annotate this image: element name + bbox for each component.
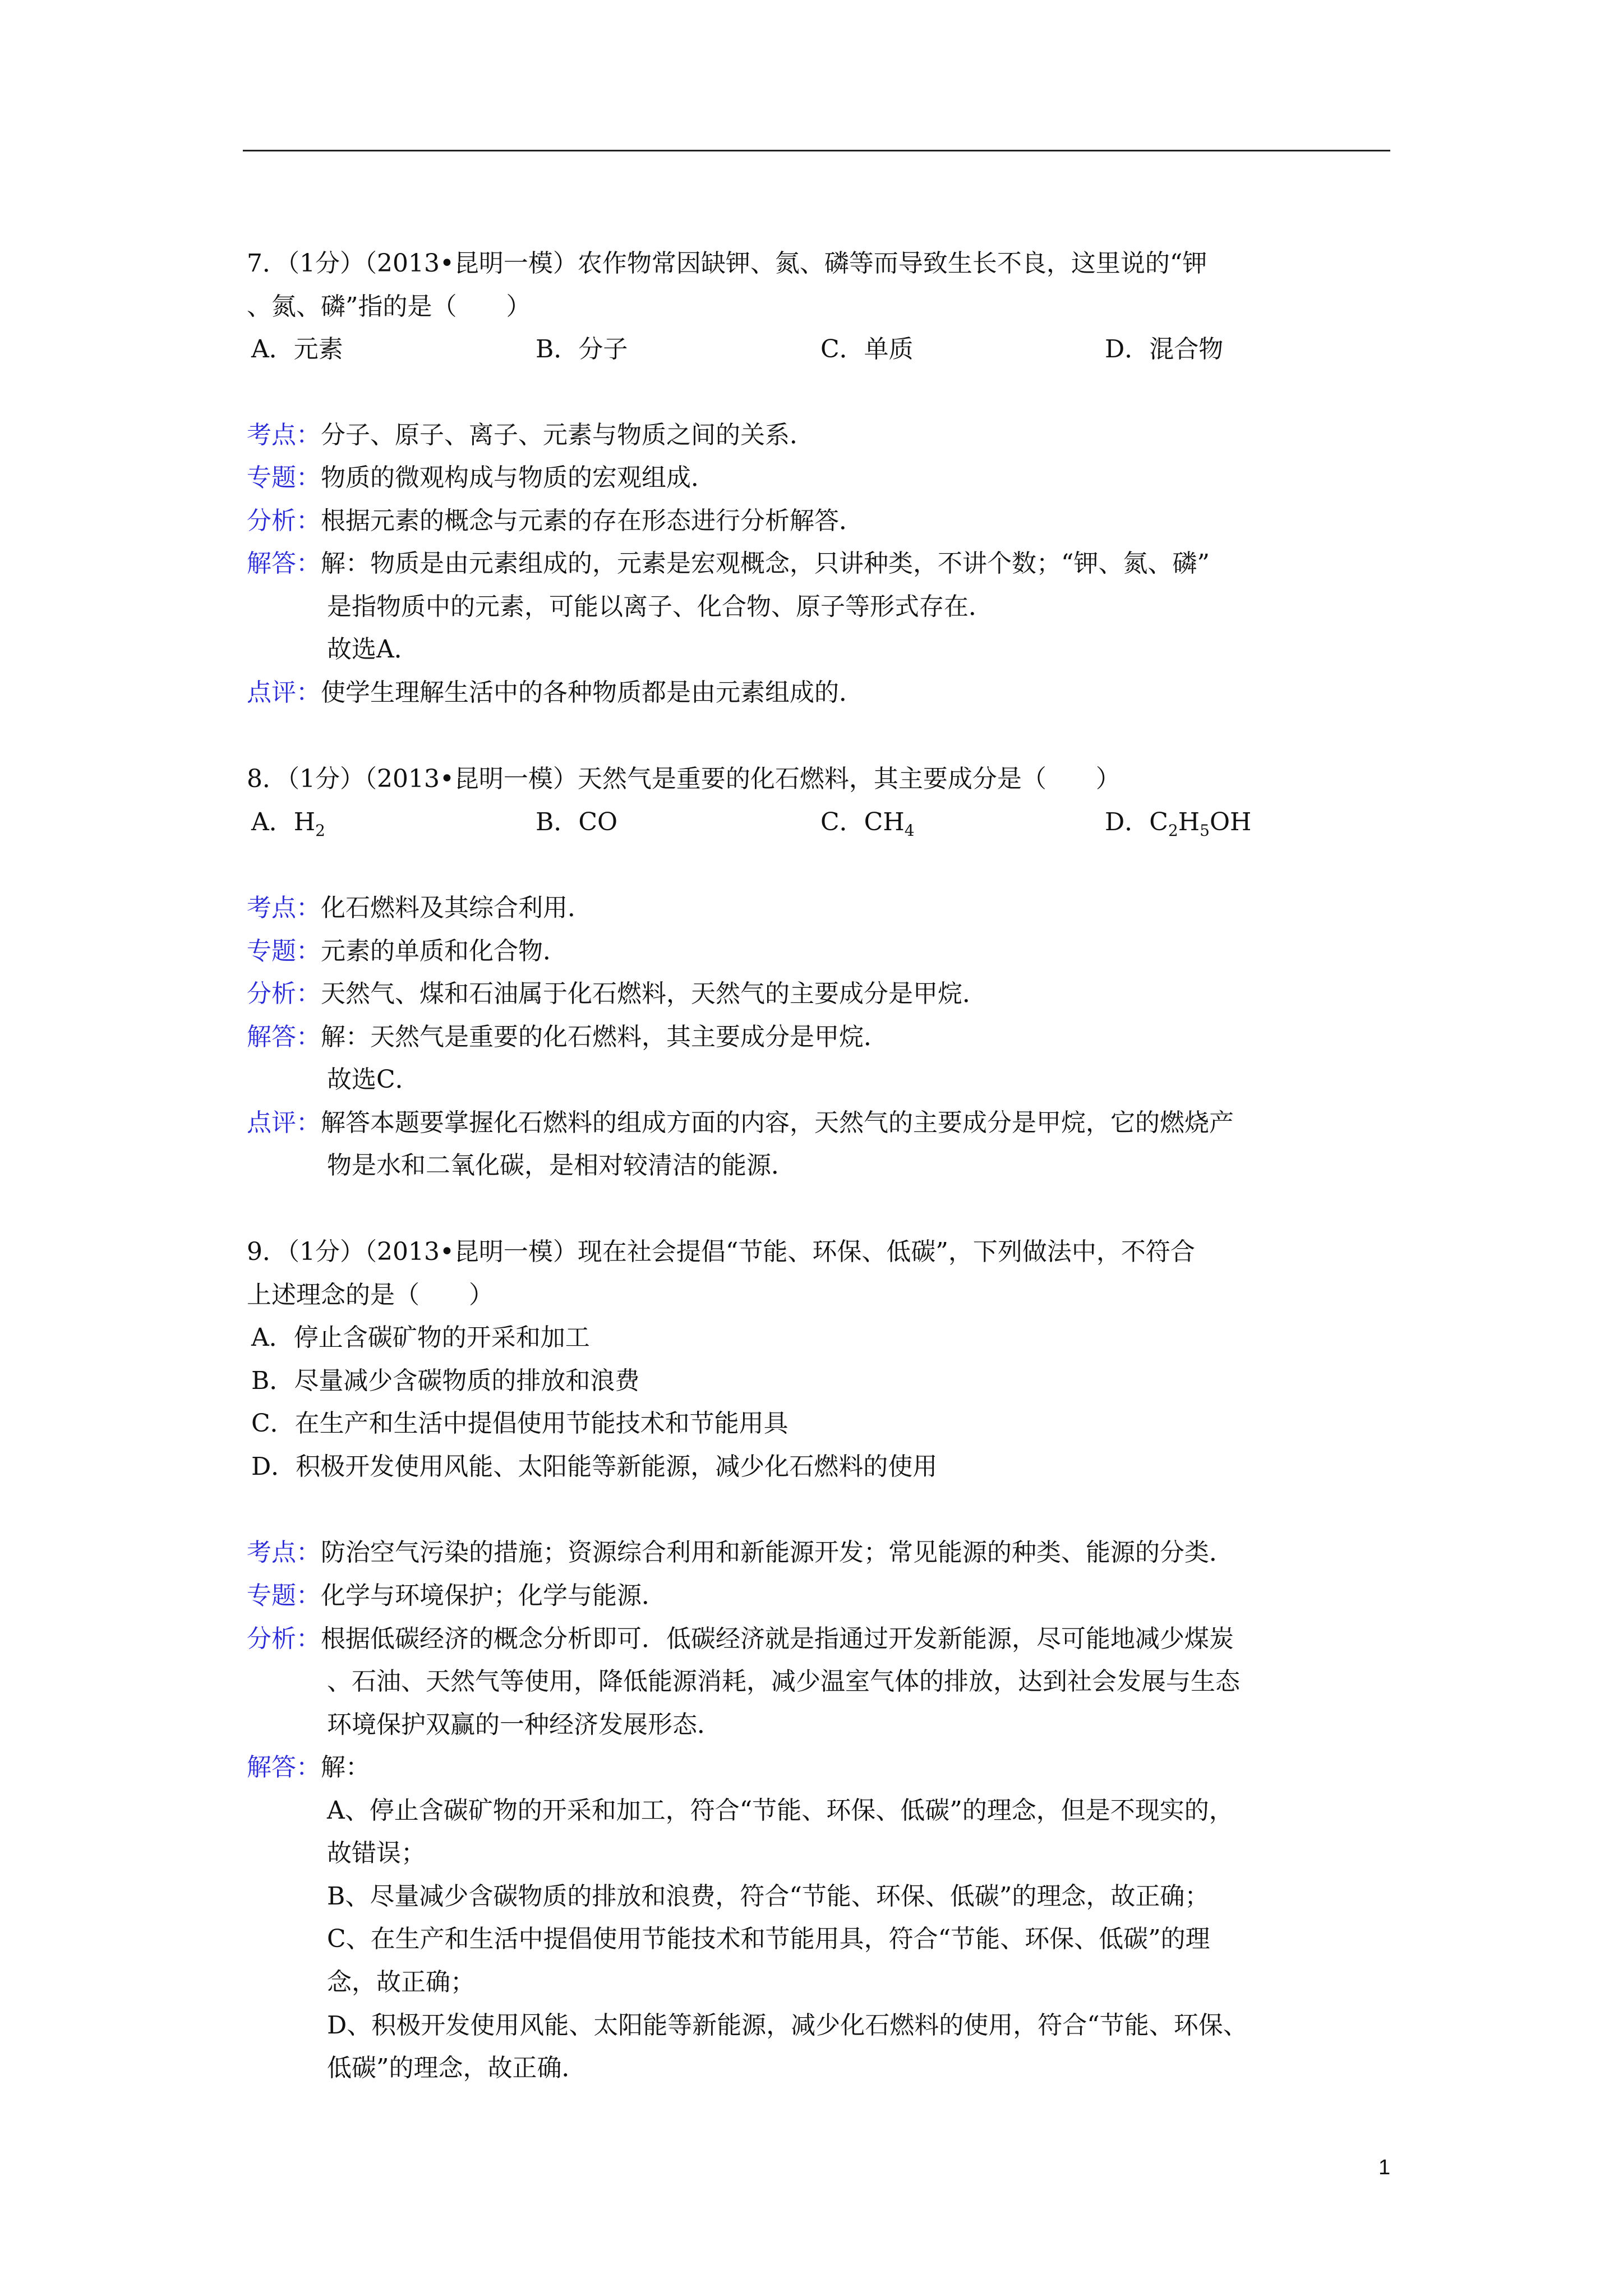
q7-dianping-text: 使学生理解生活中的各种物质都是由元素组成的． [321, 678, 864, 707]
q8-kaodian-label: 考点： [247, 894, 321, 922]
q8-fenxi-text: 天然气、煤和石油属于化石燃料，天然气的主要成分是甲烷． [321, 979, 987, 1008]
q9-kaodian-row [247, 1540, 1234, 1565]
q7-jieda-text-2: 是指物质中的元素，可能以离子、化合物、原子等形式存在． [327, 592, 993, 621]
q8-dianping-row [247, 1108, 1234, 1137]
q7-kaodian-text: 分子、原子、离子、元素与物质之间的关系． [321, 421, 814, 449]
q8-dianping-text-2: 物是水和二氧化碳，是相对较清洁的能源． [327, 1151, 796, 1180]
q9-zhuanti-label: 专题： [247, 1581, 321, 1610]
q7-fenxi-text: 根据元素的概念与元素的存在形态进行分析解答． [321, 507, 864, 535]
q8-jieda-text-2: 故选C． [327, 1065, 420, 1094]
q8-opt-a-subscript: 2 [315, 821, 325, 840]
q9-jieda-line-a: A、停止含碳矿物的开采和加工，符合“节能、环保、低碳”的理念，但是不现实的， [327, 1796, 1234, 1825]
question-9-option-d: D．积极开发使用风能、太阳能等新能源，减少化石燃料的使用 [251, 1452, 938, 1481]
q9-jieda-line-c-cont: 念，故正确； [327, 1968, 475, 1996]
q9-jieda-line-c: C、在生产和生活中提倡使用节能技术和节能用具，符合“节能、环保、低碳”的理 [327, 1925, 1210, 1953]
question-7-option-b: B．分子 [536, 335, 628, 364]
q8-zhuanti-label: 专题： [247, 937, 321, 965]
q7-zhuanti-text: 物质的微观构成与物质的宏观组成． [321, 463, 716, 492]
page-number: 1 [1378, 2156, 1391, 2179]
q8-opt-d-suffix: OH [1209, 808, 1252, 836]
q7-fenxi-row [247, 509, 864, 533]
q7-jieda-text-1: 解：物质是由元素组成的，元素是宏观概念，只讲种类，不讲个数；“钾、氮、磷” [321, 549, 1210, 578]
q8-dianping-text-1: 解答本题要掌握化石燃料的组成方面的内容，天然气的主要成分是甲烷，它的燃烧产 [321, 1108, 1234, 1137]
q9-jieda-line-d-cont: 低碳”的理念，故正确． [327, 2054, 587, 2082]
q9-jieda-line-a-cont: 故错误； [327, 1839, 426, 1867]
q8-opt-a-text: A．H [251, 808, 316, 836]
q8-kaodian-row [247, 896, 592, 921]
q9-fenxi-row [247, 1627, 1234, 1651]
q7-jieda-row [247, 551, 1210, 576]
question-9-option-b: B．尽量减少含碳物质的排放和浪费 [251, 1366, 640, 1395]
question-7-stem-line-1: 7．（1分）（2013•昆明一模）农作物常因缺钾、氮、磷等而导致生长不良，这里说的“钾 [247, 249, 1207, 278]
q7-dianping-row [247, 680, 864, 705]
question-8-option-d [1105, 810, 1251, 839]
q9-fenxi-text-3: 环境保护双赢的一种经济发展形态． [327, 1710, 722, 1739]
question-8-option-c [820, 810, 915, 839]
question-9-option-c: C．在生产和生活中提倡使用节能技术和节能用具 [251, 1409, 789, 1438]
q8-opt-d-mid: H [1178, 808, 1200, 836]
q9-zhuanti-text: 化学与环境保护；化学与能源． [321, 1581, 666, 1610]
q8-kaodian-text: 化石燃料及其综合利用． [321, 894, 592, 922]
q9-jieda-label: 解答： [247, 1753, 321, 1782]
question-9-stem-line-2: 上述理念的是（ ） [247, 1281, 494, 1309]
q7-kaodian-row [247, 423, 814, 448]
question-8-option-b: B．CO [536, 808, 618, 836]
q8-dianping-label: 点评： [247, 1108, 321, 1137]
q8-opt-c-subscript: 4 [904, 821, 915, 840]
q8-zhuanti-row [247, 939, 568, 964]
q7-jieda-text-3: 故选A． [327, 635, 419, 664]
q9-fenxi-text-1: 根据低碳经济的概念分析即可．低碳经济就是指通过开发新能源，尽可能地减少煤炭 [321, 1625, 1234, 1653]
question-7-option-d: D．混合物 [1105, 335, 1224, 364]
q8-jieda-text-1: 解：天然气是重要的化石燃料，其主要成分是甲烷． [321, 1023, 888, 1051]
q9-jieda-row [247, 1755, 370, 1780]
q7-kaodian-label: 考点： [247, 421, 321, 449]
q8-fenxi-row [247, 979, 987, 1008]
q8-zhuanti-text: 元素的单质和化合物． [321, 937, 568, 965]
q7-zhuanti-label: 专题： [247, 463, 321, 492]
q7-dianping-label: 点评： [247, 678, 321, 707]
question-8-stem: 8．（1分）（2013•昆明一模）天然气是重要的化石燃料，其主要成分是（ ） [247, 765, 1121, 793]
q9-kaodian-text: 防治空气污染的措施；资源综合利用和新能源开发；常见能源的种类、能源的分类． [321, 1538, 1234, 1567]
q8-jieda-label: 解答： [247, 1023, 321, 1051]
q9-jieda-text-0: 解： [321, 1753, 370, 1782]
q7-zhuanti-row [247, 463, 716, 492]
question-9-option-a: A．停止含碳矿物的开采和加工 [251, 1323, 590, 1352]
q8-opt-d-subscript-2: 5 [1200, 821, 1210, 840]
q8-opt-d-subscript-1: 2 [1168, 821, 1178, 840]
q9-jieda-line-b: B、尽量减少含碳物质的排放和浪费，符合“节能、环保、低碳”的理念，故正确； [327, 1882, 1210, 1911]
q8-fenxi-label: 分析： [247, 979, 321, 1008]
question-7-stem-line-2: 、氮、磷”指的是（ ） [247, 292, 531, 321]
q9-kaodian-label: 考点： [247, 1538, 321, 1567]
question-9-stem-line-1: 9．（1分）（2013•昆明一模）现在社会提倡“节能、环保、低碳”，下列做法中，不符合 [247, 1237, 1195, 1266]
q7-fenxi-label: 分析： [247, 507, 321, 535]
header-rule [243, 150, 1390, 151]
q9-zhuanti-row [247, 1581, 666, 1610]
q9-fenxi-text-2: 、石油、天然气等使用，降低能源消耗，减少温室气体的排放，达到社会发展与生态 [327, 1667, 1240, 1696]
q8-jieda-row [247, 1025, 888, 1050]
q8-opt-c-text: C．CH [820, 808, 905, 836]
question-8-option-a [251, 810, 325, 839]
q9-fenxi-label: 分析： [247, 1625, 321, 1653]
q8-opt-d-text: D．C [1105, 808, 1168, 836]
question-7-option-a: A．元素 [251, 335, 343, 364]
q7-jieda-label: 解答： [247, 549, 321, 578]
q9-jieda-line-d: D、积极开发使用风能、太阳能等新能源，减少化石燃料的使用，符合“节能、环保、 [327, 2011, 1248, 2040]
question-7-option-c: C．单质 [820, 335, 914, 364]
